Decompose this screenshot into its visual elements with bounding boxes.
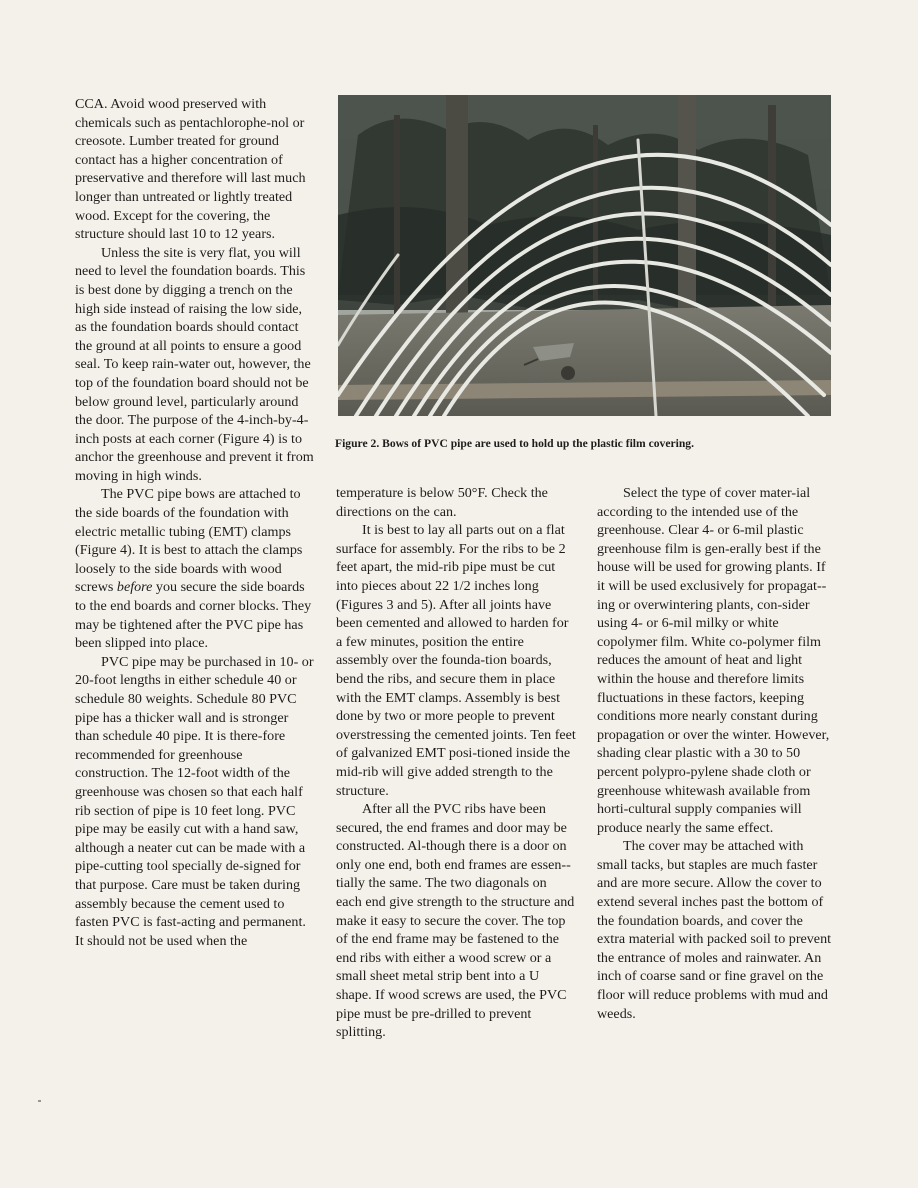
paragraph: The cover may be attached with small tacks, but staples are much faster and are more secure. Allow the cover to extend several inches past the bottom of the foundation boards, and cover the extra material with packed soil to prevent the entrance of moles and rainwater. An inch of coarse sand or fine gravel on the floor will reduce problems with mud and weeds. (597, 838, 832, 1022)
paragraph: PVC pipe may be purchased in 10- or 20-foot lengths in either schedule 40 or schedule 80 weights. Schedule 80 PVC pipe has a thicker wall and is stronger than schedule 40 pipe. It is there-fore recommended for greenhouse construction. The 12-foot width of the greenhouse was chosen so that each half rib section of pipe is 10 feet long. PVC pipe may be easily cut with a hand saw, although a neater cut can be made with a pipe-cutting tool specially de-signed for that purpose. Care must be taken during assembly because the cement used to fasten PVC is fast-acting and permanent. It should not be used when the (75, 653, 314, 949)
text-column-left (75, 95, 315, 950)
paragraph: It is best to lay all parts out on a flat surface for assembly. For the ribs to be 2 feet apart, the mid-rib pipe must be cut into pieces about 22 1/2 inches long (Figures 3 and 5). After all joints have been cemented and allowed to harden for a few minutes, position the entire assembly over the founda-tion boards, bend the ribs, and secure them in place with the EMT clamps. Assembly is best done by two or more people to prevent overstressing the cemented joints. Ten feet of galvanized EMT posi-tioned inside the mid-rib will give added strength to the structure. (336, 522, 576, 799)
paragraph: Unless the site is very flat, you will need to level the foundation boards. This is best done by digging a trench on the high side instead of raising the low side, as the foundation boards should contact the ground at all points to ensure a good seal. To keep rain-water out, however, the top of the foundation board should not be below ground level, particularly around the door. The purpose of the 4-inch-by-4-inch posts at each corner (Figure 4) is to anchor the greenhouse and prevent it from moving in high winds. (75, 244, 314, 484)
figure-caption: Figure 2. Bows of PVC pipe are used to hold up the plastic film covering. (335, 437, 694, 450)
paragraph: temperature is below 50°F. Check the directions on the can. (336, 485, 548, 520)
paragraph: After all the PVC ribs have been secured, the end frames and door may be constructed. Al-though there is a door on only one end, both end frames are essen-tially the same. The two diagonals on each end give strength to the structure and make it easy to secure the cover. The top of the end frame may be fastened to the end ribs with either a wood screw or a small sheet metal strip bent into a U shape. If wood screws are used, the PVC pipe must be pre-drilled to prevent splitting. (336, 801, 575, 1041)
text-column-right (597, 484, 833, 1023)
text-column-middle (336, 484, 576, 1042)
paper-speck (38, 1100, 41, 1102)
paragraph: CCA. Avoid wood preserved with chemicals such as pentachlorophe-nol or creosote. Lumber treated for ground contact has a higher concentration of preservative and therefore will last much longer than untreated or lightly treated wood. Except for the covering, the structure should last 10 to 12 years. (75, 96, 306, 243)
paragraph: Select the type of cover mater-ial according to the intended use of the greenhouse. Clear 4- or 6-mil plastic greenhouse film is gen-erally best if the house will be used for growing plants. If it will be used exclusively for propagat-ing or overwintering plants, con-sider using 4- or 6-mil milky or white copolymer film. White co-polymer film reduces the amount of heat and light within the house and therefore limits fluctuations in these factors, keeping conditions more nearly constant during propagation or over the winter. However, shading clear plastic with a 30 to 50 percent polypro-pylene shade cloth or greenhouse whitewash available from horti-cultural supply companies will produce nearly the same effect. (597, 485, 830, 836)
paragraph: The PVC pipe bows are attached to the side boards of the foundation with electric metallic tubing (EMT) clamps (Figure 4). It is best to attach the clamps loosely to the side boards with wood screws before you secure the side boards to the end boards and corner blocks. They may be tightened after the PVC pipe has been slipped into place. (75, 486, 312, 652)
greenhouse-photo (338, 95, 831, 416)
